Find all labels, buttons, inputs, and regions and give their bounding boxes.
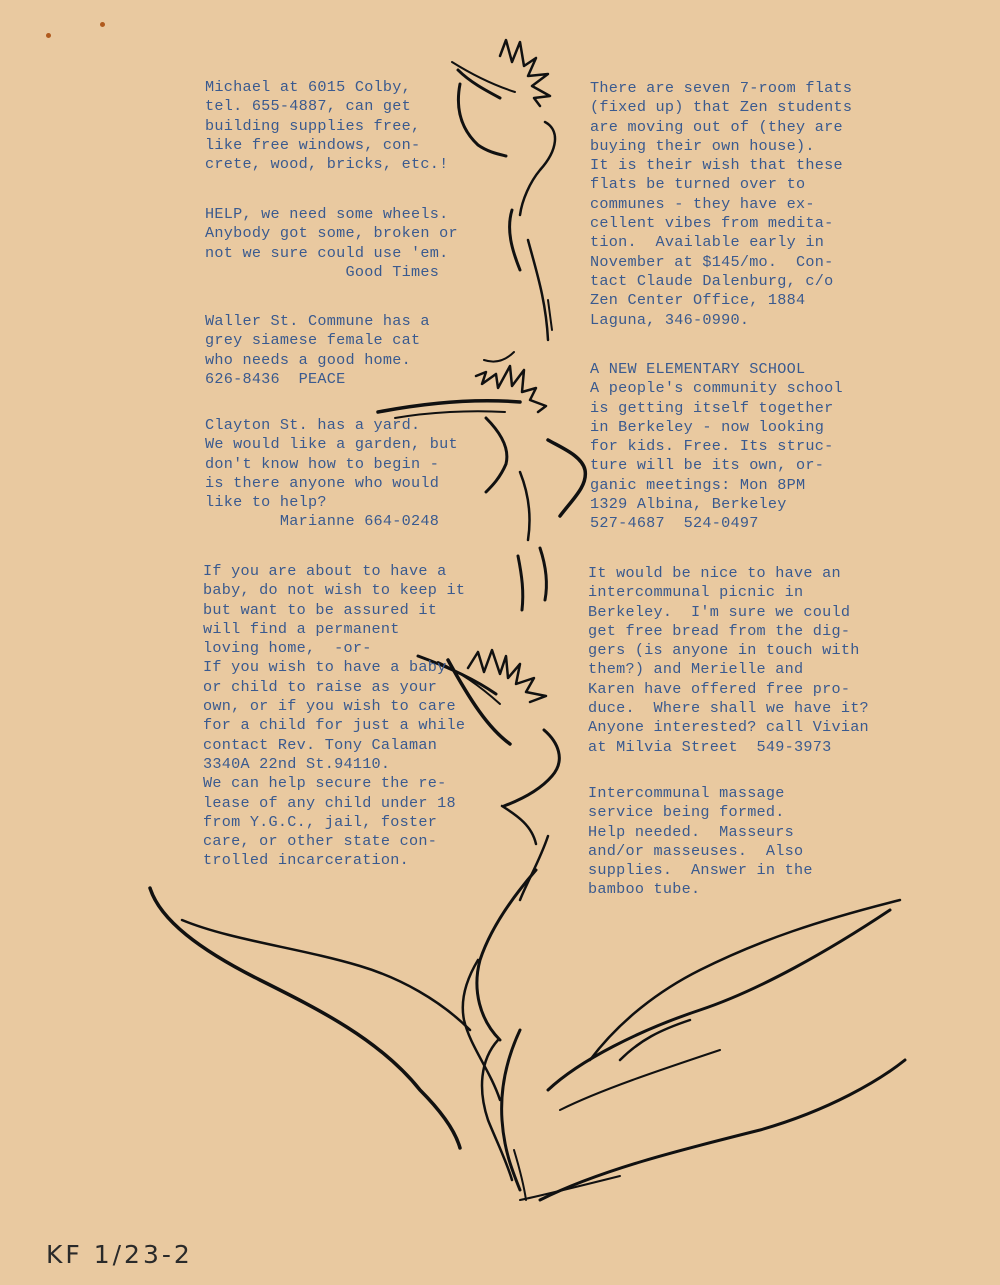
notice-elementary-school: [590, 360, 843, 534]
notice-line: at Milvia Street 549-3973: [588, 737, 832, 756]
notice-line: 1329 Albina, Berkeley: [590, 495, 787, 514]
notice-line: for kids. Free. Its struc-: [590, 437, 834, 456]
notice-line: duce. Where shall we have it?: [588, 699, 869, 718]
notice-line: care, or other state con-: [203, 832, 438, 851]
notice-line: HELP, we need some wheels.: [205, 205, 449, 223]
notice-line: Waller St. Commune has a: [205, 312, 430, 330]
notice-line: trolled incarceration.: [203, 851, 410, 870]
notice-line: get free bread from the dig-: [588, 621, 851, 640]
notice-line: grey siamese female cat: [205, 331, 421, 350]
notice-line: A people's community school: [590, 379, 843, 398]
notice-line: (fixed up) that Zen students: [590, 98, 853, 117]
notice-line: Intercommunal massage: [588, 784, 785, 802]
notice-line: lease of any child under 18: [203, 793, 456, 812]
notice-line: crete, wood, bricks, etc.!: [205, 155, 449, 174]
notice-line: are moving out of (they are: [590, 117, 843, 136]
notice-heading: A NEW ELEMENTARY SCHOOL: [590, 360, 806, 378]
notice-signature: Marianne 664-0248: [205, 512, 440, 531]
notice-line: will find a permanent: [203, 619, 400, 638]
notice-picnic: [588, 564, 869, 757]
notice-line: who needs a good home.: [205, 350, 412, 369]
notice-zen-flats: [590, 79, 852, 330]
notice-line: Karen have offered free pro-: [588, 679, 851, 698]
notice-line: ganic meetings: Mon 8PM: [590, 475, 806, 494]
notice-line: flats be turned over to: [590, 175, 806, 194]
notice-line: There are seven 7-room flats: [590, 79, 853, 97]
notice-line: baby, do not wish to keep it: [203, 581, 466, 600]
notice-line: and/or masseuses. Also: [588, 841, 804, 860]
paper-speck: [100, 22, 105, 27]
notice-cat: [205, 312, 430, 389]
notice-line: not we sure could use 'em.: [205, 243, 449, 262]
handwritten-archive-note: KF 1/23-2: [46, 1240, 193, 1269]
notice-line: communes - they have ex-: [590, 194, 815, 213]
notice-line: Anyone interested? call Vivian: [588, 718, 869, 737]
notice-line: like free windows, con-: [205, 135, 421, 154]
notice-line: own, or if you wish to care: [203, 697, 456, 716]
notice-line: or child to raise as your: [203, 677, 438, 696]
notice-line: supplies. Answer in the: [588, 861, 813, 880]
notice-line: for a child for just a while: [203, 716, 466, 735]
notice-line: them?) and Merielle and: [588, 660, 804, 679]
notice-line: cellent vibes from medita-: [590, 214, 834, 233]
notice-line: intercommunal picnic in: [588, 583, 804, 602]
notice-line: We can help secure the re-: [203, 774, 447, 793]
notice-line: bamboo tube.: [588, 880, 701, 899]
notice-line: tel. 655-4887, can get: [205, 97, 412, 116]
notice-line: in Berkeley - now looking: [590, 417, 825, 436]
notice-line: is getting itself together: [590, 398, 834, 417]
notice-wheels: [205, 205, 458, 282]
notice-line: 3340A 22nd St.94110.: [203, 754, 391, 773]
notice-line: Anybody got some, broken or: [205, 224, 458, 243]
notice-line: loving home, -or-: [203, 639, 372, 658]
notice-line: Laguna, 346-0990.: [590, 310, 750, 329]
notice-garden: [205, 416, 458, 532]
notice-line: We would like a garden, but: [205, 435, 458, 454]
notice-line: ture will be its own, or-: [590, 456, 825, 475]
notice-line: Michael at 6015 Colby,: [205, 78, 412, 96]
notice-line: building supplies free,: [205, 116, 421, 135]
notice-signature: Good Times: [205, 262, 440, 281]
notice-line: It is their wish that these: [590, 156, 843, 175]
notice-line: Clayton St. has a yard.: [205, 416, 421, 434]
notice-line: It would be nice to have an: [588, 564, 841, 582]
notice-line: gers (is anyone in touch with: [588, 641, 860, 660]
notice-line: 626-8436 PEACE: [205, 369, 346, 388]
notice-line: 527-4687 524-0497: [590, 514, 759, 533]
notice-line: Zen Center Office, 1884: [590, 291, 806, 310]
notice-building-supplies: [205, 78, 448, 174]
notice-line: is there anyone who would: [205, 473, 440, 492]
notice-line: service being formed.: [588, 803, 785, 822]
notice-line: tact Claude Dalenburg, c/o: [590, 271, 834, 290]
notice-line: If you are about to have a: [203, 562, 447, 580]
notice-adoption: [203, 562, 465, 871]
notice-line: Help needed. Masseurs: [588, 822, 795, 841]
notice-line: buying their own house).: [590, 136, 815, 155]
notice-line: contact Rev. Tony Calaman: [203, 735, 438, 754]
notice-line: If you wish to have a baby: [203, 658, 447, 677]
notice-line: don't know how to begin -: [205, 454, 440, 473]
notice-line: tion. Available early in: [590, 233, 825, 252]
notice-line: from Y.G.C., jail, foster: [203, 812, 438, 831]
notice-line: November at $145/mo. Con-: [590, 252, 834, 271]
notice-line: but want to be assured it: [203, 600, 438, 619]
notice-line: like to help?: [205, 493, 327, 512]
notice-massage: [588, 784, 813, 900]
notice-line: Berkeley. I'm sure we could: [588, 602, 851, 621]
paper-speck: [46, 33, 51, 38]
